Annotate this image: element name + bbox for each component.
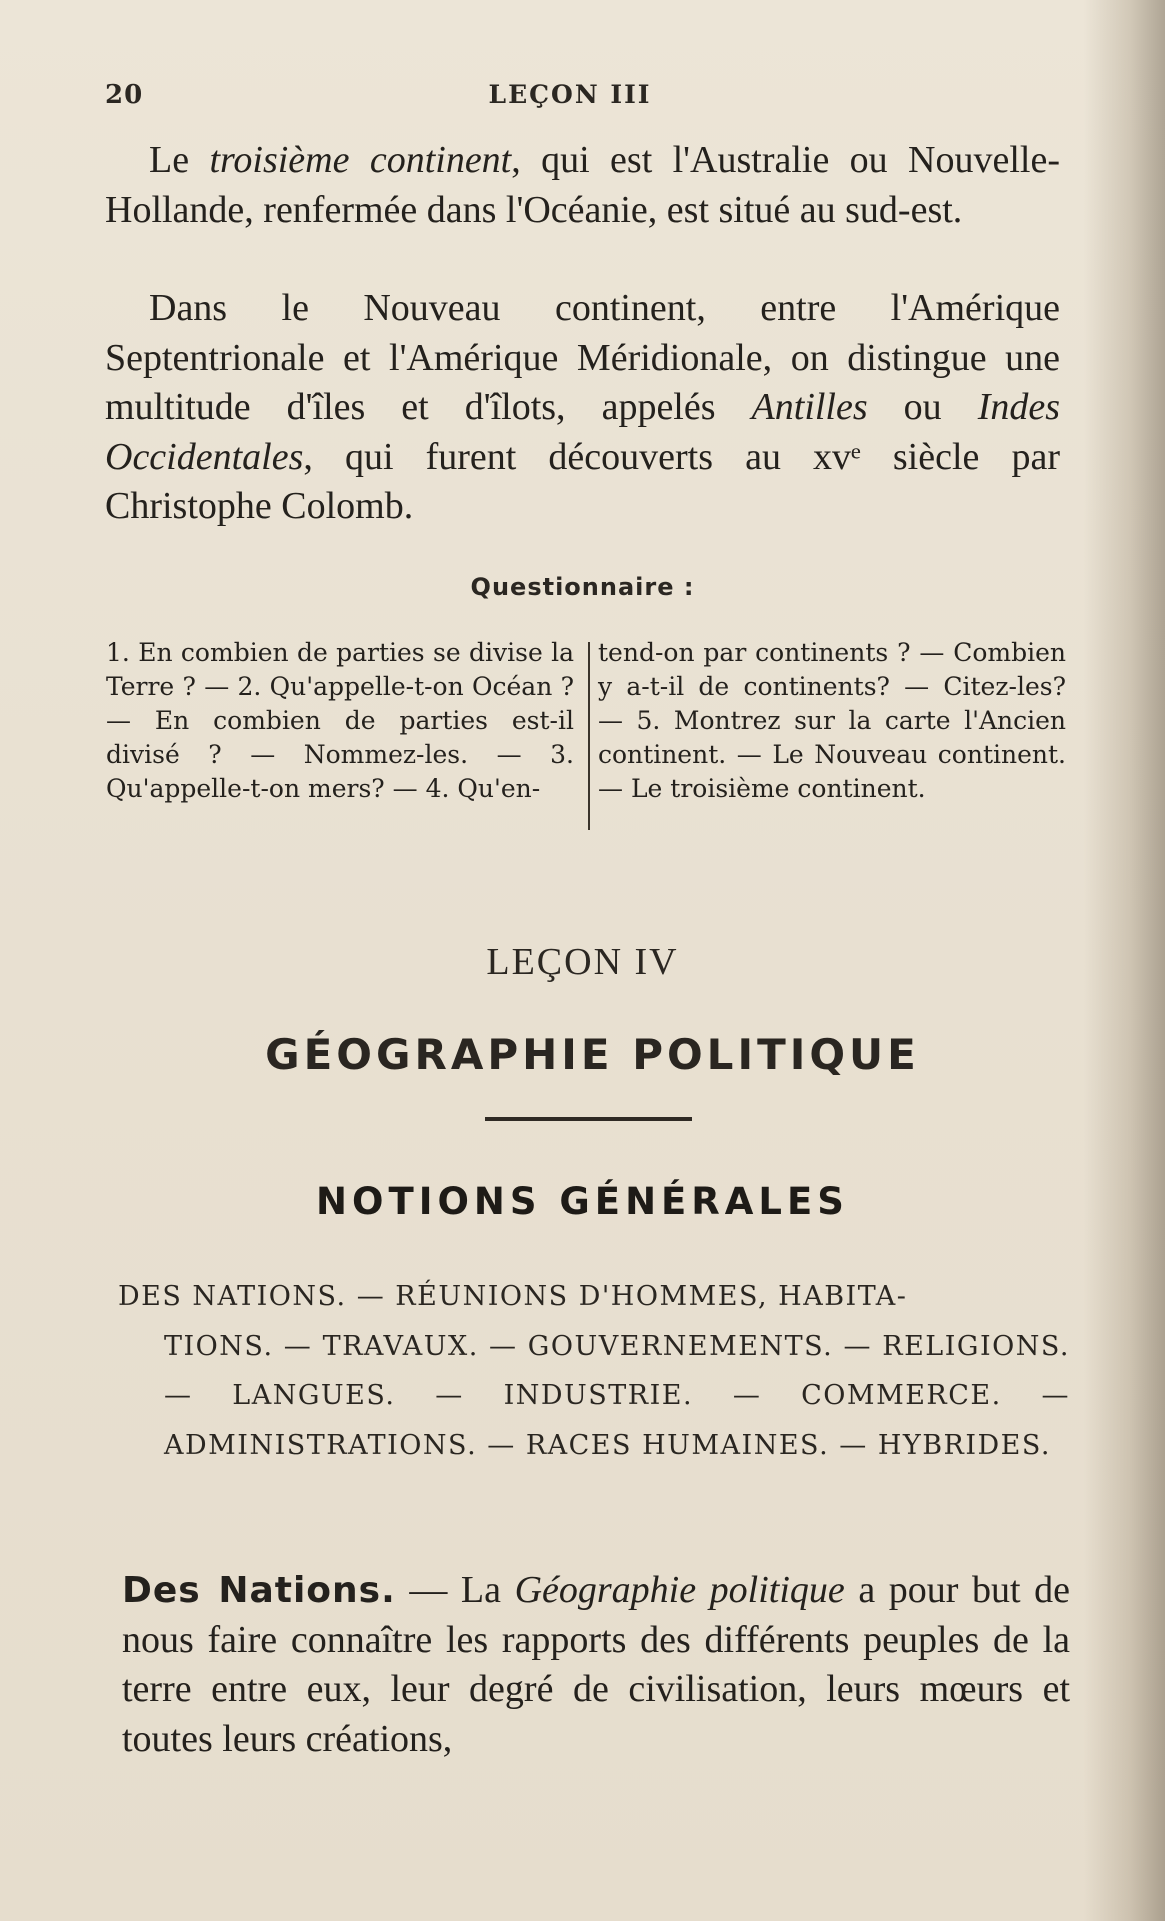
- paragraph-antilles: [105, 284, 1060, 532]
- p3-after: a pour but de nous faire connaître les rapports des différents peuples de la terre entre eux, leur degré de civilisation, leurs mœurs et toutes leurs créations,: [122, 1569, 1071, 1760]
- p2-italic-antilles: Antilles: [751, 386, 868, 428]
- p2-middle: ou: [867, 386, 978, 428]
- questionnaire-left-column: 1. En combien de parties se divise la Terre ? — 2. Qu'appelle-t-on Océan ? — En combien de parties est-il divisé ? — Nommez-les. — 3. Qu'appelle-t-on mers? — 4. Qu'en-: [106, 638, 574, 803]
- p1-after: , qui est l'Australie ou Nouvelle-Hollande, renfermée dans l'Océanie, est situé au sud-est.: [105, 139, 1060, 231]
- summary-first-line: DES NATIONS. — RÉUNIONS D'HOMMES, HABITA-: [118, 1281, 908, 1312]
- p2-italic-indes: Indes Occidentales: [105, 386, 1061, 478]
- run-in-heading: Des Nations.: [122, 1570, 396, 1611]
- title-rule: [485, 1117, 692, 1121]
- p1-before: Le: [149, 139, 210, 181]
- p2-after: , qui furent découverts au xvᵉ siècle par Christophe Colomb.: [105, 435, 1060, 527]
- lesson-heading: LEÇON IV: [486, 941, 679, 983]
- p1-italic: troisième continent: [209, 139, 512, 181]
- p3-italic: Géographie politique: [514, 1569, 845, 1611]
- column-divider: [588, 642, 590, 830]
- page-number: 20: [105, 80, 144, 110]
- questionnaire-right-column: tend-on par continents ? — Combien y a-t-il de continents? — Citez-les? — 5. Montrez sur la carte l'Ancien continent. — Le Nouveau continent. — Le troisième continent.: [598, 638, 1066, 803]
- lesson-summary: [118, 1272, 1070, 1470]
- summary-rest: TIONS. — TRAVAUX. — GOUVERNEMENTS. — RELIGIONS. — LANGUES. — INDUSTRIE. — COMMERCE. — ADMINISTRATIONS. — RACES HUMAINES. — HYBRIDES.: [164, 1330, 1070, 1461]
- running-title: LEÇON III: [488, 80, 652, 109]
- questionnaire-title: Questionnaire :: [470, 573, 695, 601]
- chapter-title: GÉOGRAPHIE POLITIQUE: [265, 1030, 920, 1079]
- section-title: NOTIONS GÉNÉRALES: [316, 1180, 849, 1223]
- paragraph-nations: [122, 1566, 1070, 1764]
- p3-dash: — La: [395, 1569, 515, 1611]
- running-head: [105, 80, 1055, 110]
- p2-before: Dans le Nouveau continent, entre l'Amérique Septentrionale et l'Amérique Méridionale, on distingue une multitude d'îles et d'îlots, appelés: [105, 287, 1060, 428]
- paragraph-third-continent: [105, 136, 1060, 235]
- questionnaire-columns: [106, 636, 1066, 836]
